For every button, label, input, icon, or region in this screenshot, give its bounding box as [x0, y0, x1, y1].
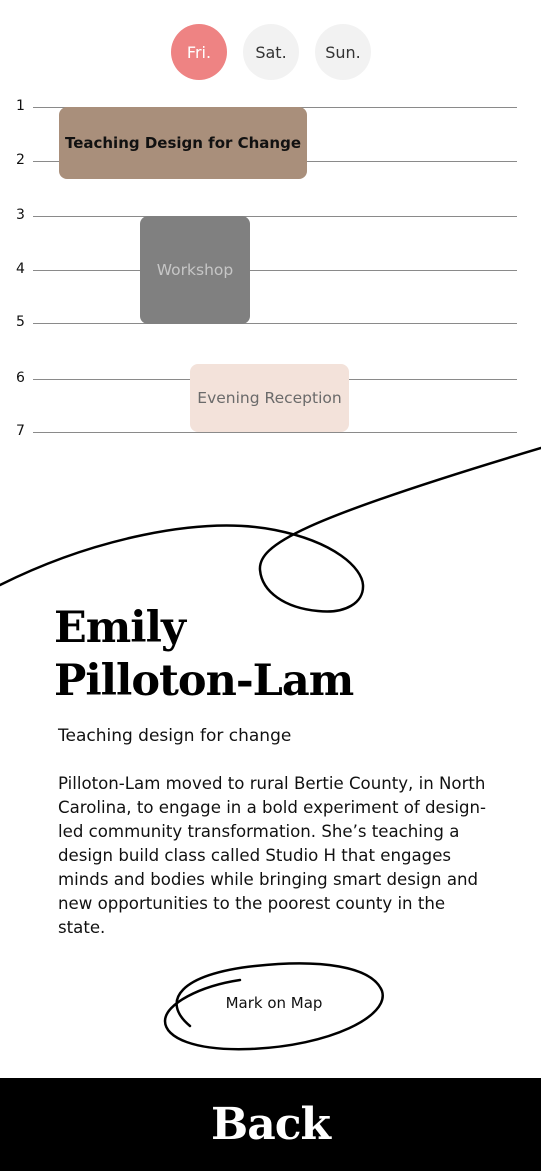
day-tab-friday[interactable]: Fri.	[171, 24, 227, 80]
hour-line	[33, 270, 517, 271]
talk-subtitle: Teaching design for change	[58, 726, 292, 746]
hour-label: 6	[16, 370, 25, 386]
hour-label: 4	[16, 261, 25, 277]
mark-on-map-button[interactable]	[160, 956, 388, 1054]
hour-line	[33, 432, 517, 433]
day-tab-sunday[interactable]: Sun.	[315, 24, 371, 80]
event-evening-reception[interactable]: Evening Reception	[190, 364, 349, 432]
hour-line	[33, 216, 517, 217]
speaker-bio: Pilloton-Lam moved to rural Bertie County, in North Carolina, to engage in a bold experiment of design-led community transformation. She’s teaching a design build class called Studio H that engages minds and bodies while bringing smart design and new opportunities to the poorest county in the state.	[58, 774, 487, 937]
hour-line	[33, 323, 517, 324]
hour-label: 3	[16, 207, 25, 223]
event-teaching-design[interactable]: Teaching Design for Change	[59, 107, 307, 179]
back-label: Back	[211, 1099, 330, 1150]
speaker-first-name: Emily	[54, 603, 185, 653]
decorative-squiggle	[0, 440, 541, 620]
event-workshop[interactable]: Workshop	[140, 216, 250, 324]
day-tab-saturday[interactable]: Sat.	[243, 24, 299, 80]
mark-on-map-label: Mark on Map	[225, 994, 323, 1012]
speaker-name	[54, 602, 514, 708]
hour-label: 1	[16, 98, 25, 114]
day-selector	[0, 24, 541, 80]
speaker-last-name: Pilloton-Lam	[54, 656, 354, 706]
hour-label: 7	[16, 423, 25, 439]
back-button[interactable]	[0, 1078, 541, 1171]
hour-label: 5	[16, 314, 25, 330]
hour-label: 2	[16, 152, 25, 168]
